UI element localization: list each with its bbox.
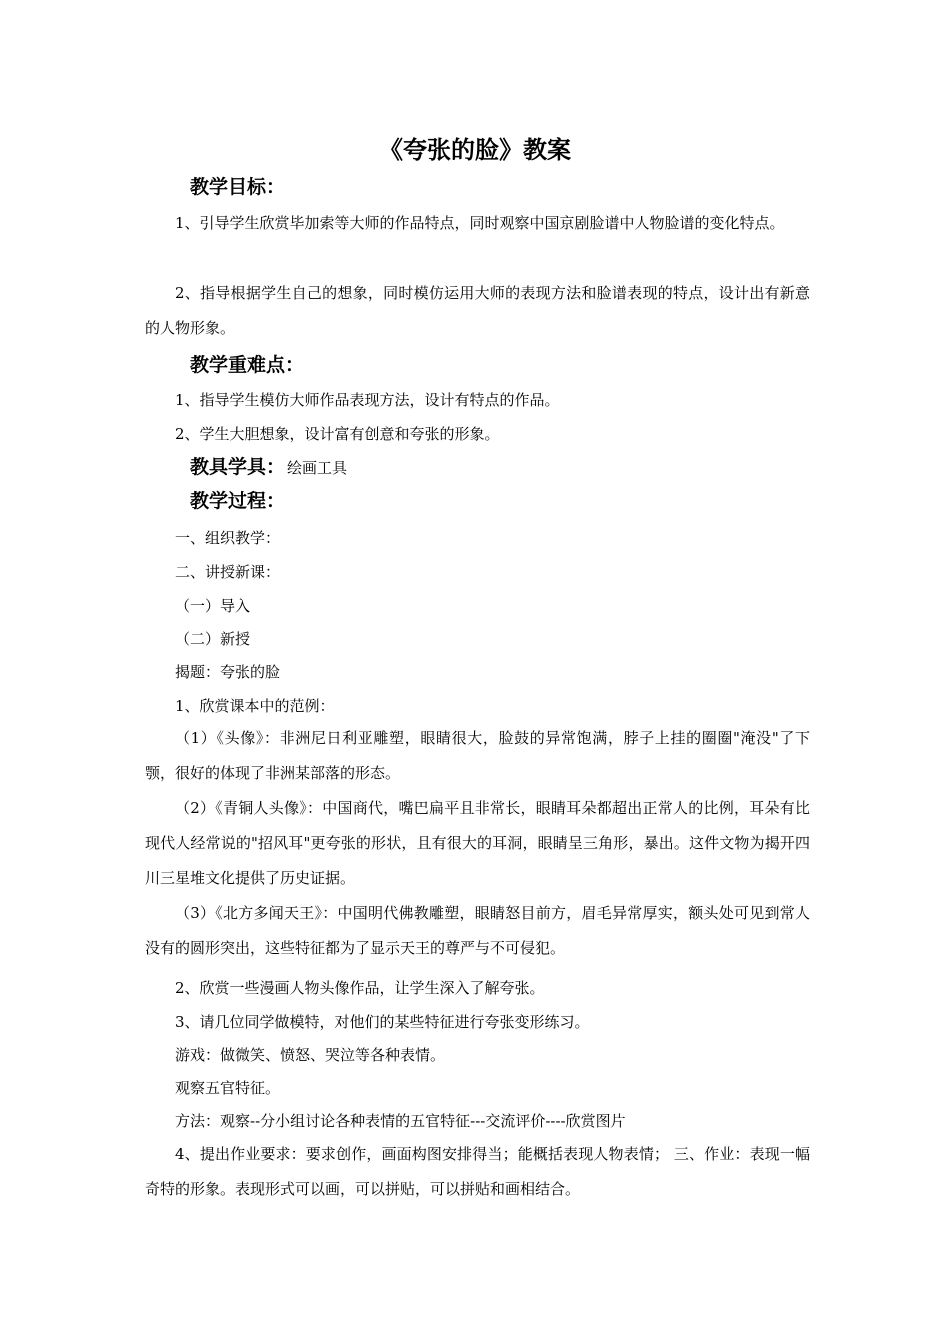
goal-1: 1、引导学生欣赏毕加索等大师的作品特点，同时观察中国京剧脸谱中人物脸谱的变化特点。 [175, 214, 785, 232]
item-2: 2、欣赏一些漫画人物头像作品，让学生深入了解夸张。 [175, 979, 545, 997]
key-point-1: 1、指导学生模仿大师作品表现方法，设计有特点的作品。 [175, 391, 560, 409]
item-3: 3、请几位同学做模特，对他们的某些特征进行夸张变形练习。 [175, 1013, 590, 1031]
sub-step-1: （一）导入 [175, 597, 251, 615]
method-text: 方法：观察--分小组讨论各种表情的五官特征---交流评价----欣赏图片 [175, 1112, 626, 1130]
reveal-topic: 揭题：夸张的脸 [175, 663, 281, 681]
sub-step-2: （二）新授 [175, 630, 251, 648]
key-points-heading: 教学重难点： [190, 354, 305, 376]
example-1: （1）《头像》：非洲尼日利亚雕塑，眼睛很大，脸鼓的异常饱满，脖子上挂的圈圈"淹没"了下颚，很好的体现了非洲某部落的形态。 [145, 729, 810, 782]
example-2: （2）《青铜人头像》：中国商代，嘴巴扁平且非常长，眼睛耳朵都超出正常人的比例，耳朵有比现代人经常说的"招风耳"更夸张的形状，且有很大的耳洞，眼睛呈三角形，暴出。这件文物为揭开四川三星堆文化提供了历史证据。 [145, 799, 810, 887]
step-1: 一、组织教学： [175, 529, 281, 547]
key-point-2: 2、学生大胆想象，设计富有创意和夸张的形象。 [175, 425, 500, 443]
appreciate-examples: 1、欣赏课本中的范例： [175, 697, 335, 715]
tools-heading [190, 454, 347, 481]
process-heading: 教学过程： [190, 490, 286, 512]
item-4: 4、提出作业要求：要求创作，画面构图安排得当；能概括表现人物表情； 三、作业：表现一幅奇特的形象。表现形式可以画，可以拼贴，可以拼贴和画相结合。 [145, 1145, 810, 1198]
document-title: 《夸张的脸》教案 [379, 136, 571, 164]
tools-value: 绘画工具 [287, 459, 348, 477]
tools-label: 教具学具： [190, 456, 286, 478]
example-3: （3）《北方多闻天王》：中国明代佛教雕塑，眼睛怒目前方，眉毛异常厚实，额头处可见到常人没有的圆形突出，这些特征都为了显示天王的尊严与不可侵犯。 [145, 904, 810, 957]
goal-2: 2、指导根据学生自己的想象，同时模仿运用大师的表现方法和脸谱表现的特点，设计出有新意的人物形象。 [145, 284, 810, 337]
game-text: 游戏：做微笑、愤怒、哭泣等各种表情。 [175, 1046, 446, 1064]
step-2: 二、讲授新课： [175, 563, 281, 581]
observe-text: 观察五官特征。 [175, 1079, 281, 1097]
goals-heading: 教学目标： [190, 176, 286, 198]
